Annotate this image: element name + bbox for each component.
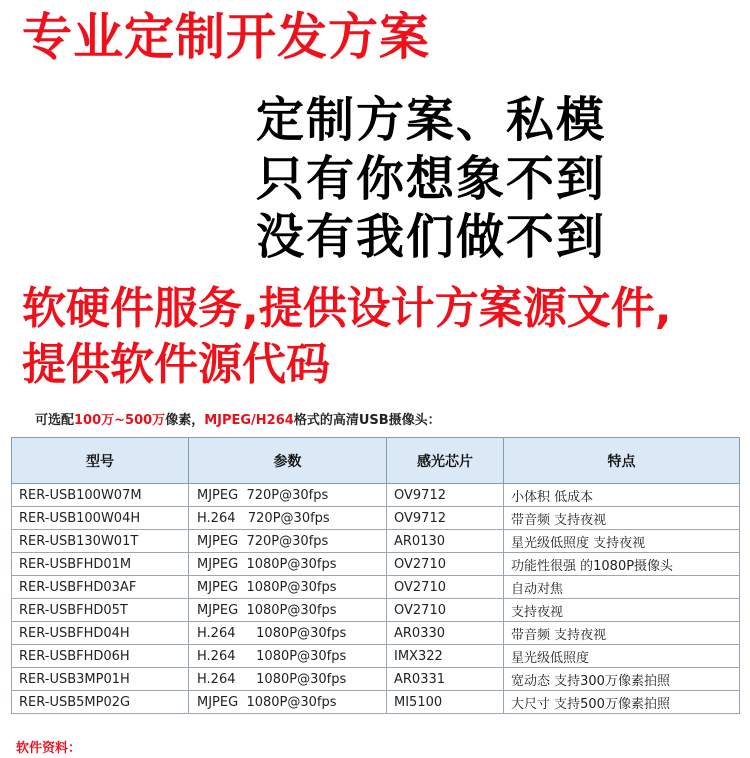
cell-model: RER-USB100W07M (12, 484, 189, 507)
table-row (12, 507, 740, 530)
cell-model: RER-USBFHD03AF (12, 576, 189, 599)
headline: 专业定制开发方案 (22, 8, 430, 66)
intro-text (35, 409, 441, 428)
table-row (12, 668, 740, 691)
service-line-2: 提供软件源代码 (22, 339, 330, 390)
cell-features: 大尺寸 支持500万像素拍照 (504, 691, 740, 714)
table-row (12, 645, 740, 668)
cell-sensor: AR0330 (387, 622, 504, 645)
intro-format: MJPEG/H264 (204, 413, 294, 428)
cell-model: RER-USBFHD01M (12, 553, 189, 576)
table-row (12, 622, 740, 645)
spec-table (11, 437, 740, 714)
header-params: 参数 (189, 438, 387, 484)
intro-prefix: 可选配 (35, 413, 75, 428)
cell-params: MJPEG 1080P@30fps (189, 553, 387, 576)
header-model: 型号 (12, 438, 189, 484)
cell-params: H.264 720P@30fps (189, 507, 387, 530)
cell-sensor: OV2710 (387, 576, 504, 599)
cell-sensor: OV2710 (387, 553, 504, 576)
cell-features: 星光级低照度 支持夜视 (504, 530, 740, 553)
slogan-line-2: 只有你想象不到 (256, 151, 607, 207)
cell-sensor: OV2710 (387, 599, 504, 622)
cell-features: 自动对焦 (504, 576, 740, 599)
cell-sensor: AR0331 (387, 668, 504, 691)
software-info-label: 软件资料： (16, 741, 82, 756)
cell-params: MJPEG 720P@30fps (189, 484, 387, 507)
cell-sensor: OV9712 (387, 507, 504, 530)
table-row (12, 599, 740, 622)
cell-params: H.264 1080P@30fps (189, 622, 387, 645)
table-row (12, 530, 740, 553)
cell-sensor: AR0130 (387, 530, 504, 553)
intro-mid: 像素， (165, 413, 205, 428)
cell-sensor: MI5100 (387, 691, 504, 714)
slogan-line-1: 定制方案、私模 (256, 92, 607, 148)
cell-features: 带音频 支持夜视 (504, 507, 740, 530)
cell-params: MJPEG 1080P@30fps (189, 691, 387, 714)
intro-suffix: 格式的高清USB摄像头： (293, 413, 441, 428)
cell-model: RER-USB130W01T (12, 530, 189, 553)
cell-params: MJPEG 720P@30fps (189, 530, 387, 553)
cell-features: 小体积 低成本 (504, 484, 740, 507)
cell-model: RER-USB3MP01H (12, 668, 189, 691)
cell-params: H.264 1080P@30fps (189, 645, 387, 668)
cell-sensor: IMX322 (387, 645, 504, 668)
table-row (12, 576, 740, 599)
cell-model: RER-USBFHD06H (12, 645, 189, 668)
intro-pixel-range: 100万~500万 (74, 413, 166, 428)
cell-features: 功能性很强 的1080P摄像头 (504, 553, 740, 576)
cell-model: RER-USBFHD05T (12, 599, 189, 622)
cell-params: MJPEG 1080P@30fps (189, 576, 387, 599)
cell-features: 星光级低照度 (504, 645, 740, 668)
cell-params: H.264 1080P@30fps (189, 668, 387, 691)
cell-features: 宽动态 支持300万像素拍照 (504, 668, 740, 691)
header-features: 特点 (504, 438, 740, 484)
table-row (12, 484, 740, 507)
table-row (12, 553, 740, 576)
table-row (12, 691, 740, 714)
cell-model: RER-USB100W04H (12, 507, 189, 530)
service-line-1: 软硬件服务,提供设计方案源文件, (22, 283, 672, 334)
cell-params: MJPEG 1080P@30fps (189, 599, 387, 622)
cell-features: 带音频 支持夜视 (504, 622, 740, 645)
table-header-row (12, 438, 740, 484)
cell-model: RER-USB5MP02G (12, 691, 189, 714)
cell-features: 支持夜视 (504, 599, 740, 622)
slogan-line-3: 没有我们做不到 (256, 209, 607, 265)
cell-model: RER-USBFHD04H (12, 622, 189, 645)
cell-sensor: OV9712 (387, 484, 504, 507)
header-sensor: 感光芯片 (387, 438, 504, 484)
